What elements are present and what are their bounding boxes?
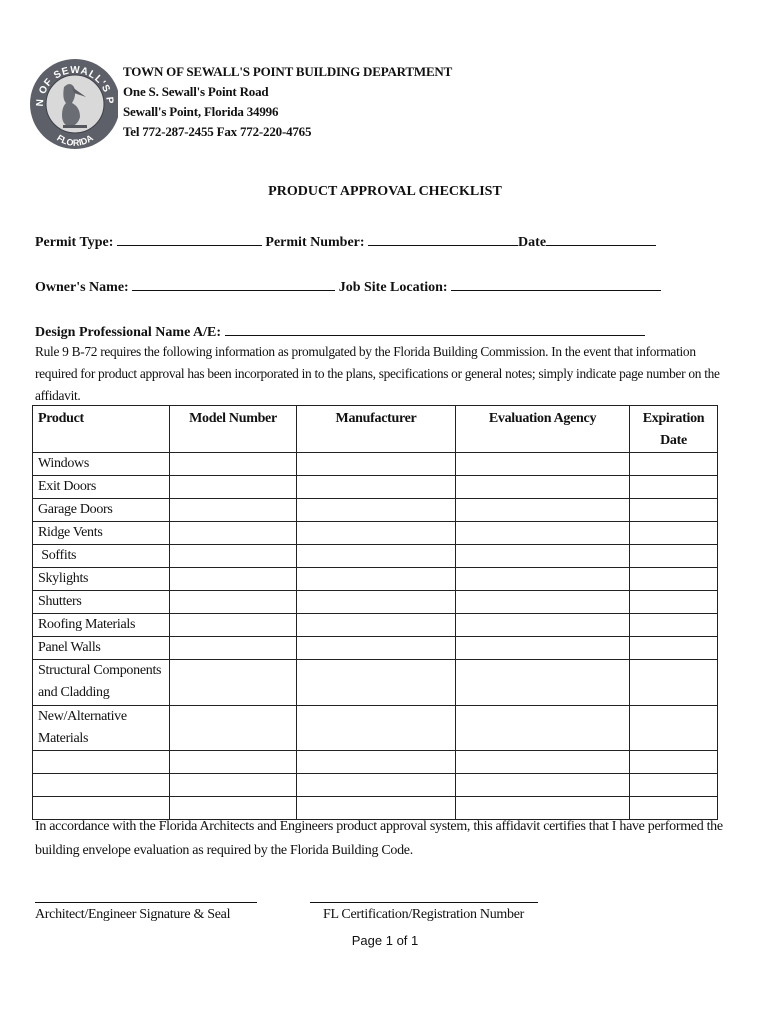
signature-label: Architect/Engineer Signature & Seal — [35, 907, 231, 922]
product-cell: Windows — [33, 453, 170, 476]
manufacturer-cell[interactable] — [297, 476, 456, 499]
product-cell: Ridge Vents — [33, 522, 170, 545]
model-number-cell[interactable] — [170, 591, 297, 614]
design-professional-row — [35, 321, 645, 341]
product-cell: Panel Walls — [33, 637, 170, 660]
header-manufacturer: Manufacturer — [297, 406, 456, 453]
table-row — [33, 591, 718, 614]
date-label: Date — [518, 235, 547, 250]
model-number-cell[interactable] — [170, 453, 297, 476]
header-model-number: Model Number — [170, 406, 297, 453]
manufacturer-cell[interactable] — [297, 614, 456, 637]
manufacturer-cell[interactable] — [297, 591, 456, 614]
certification-label: FL Certification/Registration Number — [323, 907, 524, 922]
expiration-date-cell[interactable] — [630, 614, 718, 637]
product-cell — [33, 774, 170, 797]
product-cell: Soffits — [33, 545, 170, 568]
manufacturer-cell[interactable] — [297, 568, 456, 591]
manufacturer-cell[interactable] — [297, 637, 456, 660]
model-number-cell[interactable] — [170, 568, 297, 591]
model-number-cell[interactable] — [170, 499, 297, 522]
evaluation-agency-cell[interactable] — [456, 637, 630, 660]
svg-text:TOWN OF SEWALL'S POINT: N OF SEWALL'S P — [34, 64, 116, 107]
job-site-field[interactable] — [451, 276, 661, 291]
job-site-label: Job Site Location: — [338, 280, 448, 295]
signature-line[interactable] — [35, 902, 257, 903]
permit-type-label: Permit Type: — [35, 235, 114, 250]
model-number-cell[interactable] — [170, 637, 297, 660]
manufacturer-cell[interactable] — [297, 774, 456, 797]
permit-row — [35, 231, 656, 251]
table-row — [33, 614, 718, 637]
owner-row — [35, 276, 661, 296]
model-number-cell[interactable] — [170, 476, 297, 499]
design-professional-field[interactable] — [225, 321, 645, 336]
expiration-date-cell[interactable] — [630, 453, 718, 476]
owners-name-label: Owner's Name: — [35, 280, 129, 295]
header-product: Product — [33, 406, 170, 453]
header-evaluation-agency: Evaluation Agency — [456, 406, 630, 453]
model-number-cell[interactable] — [170, 660, 297, 706]
owners-name-field[interactable] — [132, 276, 335, 291]
evaluation-agency-cell[interactable] — [456, 591, 630, 614]
certification-number-line[interactable] — [310, 902, 538, 903]
product-cell: Skylights — [33, 568, 170, 591]
evaluation-agency-cell[interactable] — [456, 453, 630, 476]
evaluation-agency-cell[interactable] — [456, 774, 630, 797]
manufacturer-cell[interactable] — [297, 545, 456, 568]
model-number-cell[interactable] — [170, 751, 297, 774]
manufacturer-cell[interactable] — [297, 751, 456, 774]
evaluation-agency-cell[interactable] — [456, 568, 630, 591]
expiration-date-cell[interactable] — [630, 660, 718, 706]
table-row — [33, 453, 718, 476]
table-row — [33, 522, 718, 545]
table-row — [33, 476, 718, 499]
evaluation-agency-cell[interactable] — [456, 706, 630, 751]
evaluation-agency-cell[interactable] — [456, 660, 630, 706]
address-line-1: One S. Sewall's Point Road — [123, 84, 269, 99]
product-cell: Shutters — [33, 591, 170, 614]
manufacturer-cell[interactable] — [297, 522, 456, 545]
product-cell — [33, 751, 170, 774]
phone-fax: Tel 772-287-2455 Fax 772-220-4765 — [123, 124, 312, 139]
product-cell: Exit Doors — [33, 476, 170, 499]
model-number-cell[interactable] — [170, 522, 297, 545]
model-number-cell[interactable] — [170, 614, 297, 637]
table-row — [33, 545, 718, 568]
town-seal-logo — [30, 43, 118, 161]
model-number-cell[interactable] — [170, 545, 297, 568]
affidavit-statement: In accordance with the Florida Architects and Engineers product approval system, this affidavit certifies that I have performed the building envelope evaluation as required by the Florida Building Code. — [35, 819, 723, 858]
manufacturer-cell[interactable] — [297, 660, 456, 706]
evaluation-agency-cell[interactable] — [456, 522, 630, 545]
table-row — [33, 637, 718, 660]
evaluation-agency-cell[interactable] — [456, 476, 630, 499]
expiration-date-cell[interactable] — [630, 706, 718, 751]
model-number-cell[interactable] — [170, 774, 297, 797]
model-number-cell[interactable] — [170, 706, 297, 751]
expiration-date-cell[interactable] — [630, 499, 718, 522]
expiration-date-cell[interactable] — [630, 476, 718, 499]
header-expiration-date: Expiration Date — [630, 406, 718, 453]
manufacturer-cell[interactable] — [297, 453, 456, 476]
evaluation-agency-cell[interactable] — [456, 545, 630, 568]
evaluation-agency-cell[interactable] — [456, 614, 630, 637]
permit-number-label: Permit Number: — [265, 235, 365, 250]
department-header — [123, 62, 452, 142]
evaluation-agency-cell[interactable] — [456, 499, 630, 522]
manufacturer-cell[interactable] — [297, 706, 456, 751]
design-professional-label: Design Professional Name A/E: — [35, 325, 222, 340]
evaluation-agency-cell[interactable] — [456, 751, 630, 774]
product-table — [32, 405, 718, 820]
table-row — [33, 499, 718, 522]
rule-notice: Rule 9 B-72 requires the following information as promulgated by the Florida Building Commission. In the event that information required for product approval has been incorporated in to the plans, specifications or general notes; simply indicate page number on the affidavit. — [35, 344, 720, 403]
svg-text:FLORIDA: FLORIDA — [55, 132, 95, 148]
table-row — [33, 568, 718, 591]
manufacturer-cell[interactable] — [297, 499, 456, 522]
date-field[interactable] — [546, 231, 656, 246]
expiration-date-cell[interactable] — [630, 591, 718, 614]
product-cell: New/Alternative Materials — [33, 706, 170, 751]
permit-number-field[interactable] — [368, 231, 518, 246]
table-row — [33, 751, 718, 774]
page-title: PRODUCT APPROVAL CHECKLIST — [268, 184, 502, 199]
permit-type-field[interactable] — [117, 231, 262, 246]
address-line-2: Sewall's Point, Florida 34996 — [123, 104, 279, 119]
expiration-date-cell[interactable] — [630, 568, 718, 591]
expiration-date-cell[interactable] — [630, 774, 718, 797]
page-number: Page 1 of 1 — [351, 933, 419, 948]
product-cell: Structural Components and Cladding — [33, 660, 170, 706]
table-row — [33, 706, 718, 751]
product-cell: Roofing Materials — [33, 614, 170, 637]
expiration-date-cell[interactable] — [630, 637, 718, 660]
table-row — [33, 660, 718, 706]
expiration-date-cell[interactable] — [630, 522, 718, 545]
expiration-date-cell[interactable] — [630, 545, 718, 568]
department-name: TOWN OF SEWALL'S POINT BUILDING DEPARTMENT — [123, 64, 453, 79]
table-header-row — [33, 406, 718, 453]
product-cell: Garage Doors — [33, 499, 170, 522]
table-row — [33, 774, 718, 797]
expiration-date-cell[interactable] — [630, 751, 718, 774]
